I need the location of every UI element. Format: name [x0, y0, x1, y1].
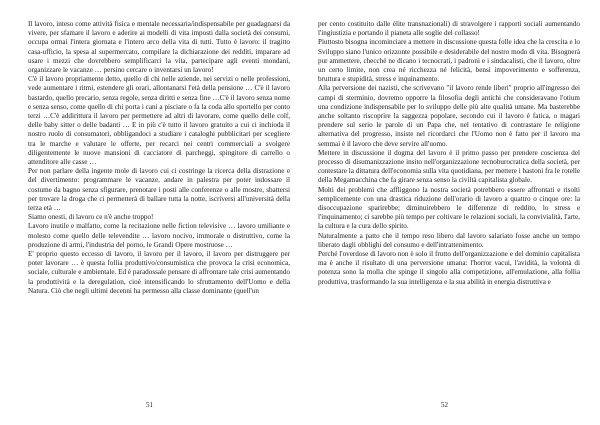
paragraph: per cento costituito dalle élite transnazionali) di stravolgere i rapporti sociali aumentando l'ingiustizia e portando il pianeta alle soglie del collasso!	[318, 20, 580, 38]
page-number-right: 52	[441, 401, 448, 409]
paragraph: Naturalmente a patto che il tempo reso libero dal lavoro salariato fosse anche un tempo liberato dagli obblighi del consumo e dell'intrattenimento.	[318, 231, 580, 249]
paragraph: Per non parlare della ingente mole di lavoro cui ci costringe la ricerca della distrazione e del divertimento: programmare le vacanze, andare in palestra per poter indossare il costume da bagno senza sfigurare, prenotare i posti alle conferenze o alle mostre, sbattersi per trovare la droga che ci permetterà di ballare tutta la notte, iscriversi all'università della terza età …	[28, 167, 290, 213]
paragraph: Siamo onesti, di lavoro ce n'è anche troppo!	[28, 213, 154, 222]
paragraph: Molti dei problemi che affliggono la nostra società potrebbero essere affrontati e risolti semplicemente con una drastica riduzione dell'orario di lavoro a quattro o cinque ore: la disoccupazione sparirebbe; diminuirebbero le differenze di reddito, lo stress e l'inquinamento; ci sarebbe più tempo per coltivare le relazioni sociali, la convivialità, l'arte, la cultura e la cura dello spirito.	[318, 185, 580, 231]
paragraph: Alla perversione dei nazisti, che scrivevano "il lavoro rende liberi" proprio all'ingresso dei campi di sterminio, dovremo opporre la filosofia degli antichi che consideravano l'otium una condizione indispensabile per lo sviluppo delle più alte qualità umane. Ma basterebbe anche soltanto riscoprire la saggezza popolare, secondo cui il lavoro è fatica, o magari prendere sul serio le parole di un Papa che, nel tentativo di contrastare le religione alternativa del progresso, insiste nel ricordarci che l'Uomo non è fatto per il lavoro ma semmai è il lavoro che deve servire all'uomo.	[318, 84, 580, 148]
left-page-text	[28, 20, 290, 296]
paragraph: Perché l'overdose di lavoro non è solo il frutto dell'organizzazione e del dominio capitalista ma è anche il risultato di una perversione umana: l'horror vacui, l'avidità, la volontà di potenza sono la molla che spinge il singolo alla competizione, all'emulazione, alla follia produttiva, trasformando la sua intelligenza e la sua abilità in energia distruttiva e	[318, 250, 580, 286]
page-number-left: 51	[146, 401, 153, 409]
paragraph: Piuttosto bisogna incominciare a mettere in discussione questa folle idea che la crescita e lo Sviluppo siano l'unico orizzonte possibile e desiderabile del nostro modo di vita. Bisognerà pur ammettere, checché ne dicano i tecnocrati, i padroni e i sindacalisti, che il lavoro, oltre un certo limite, non crea né ricchezza né felicità, bensì impoverimento e sofferenza, bruttura e stupidità, stress e inquinamento.	[318, 38, 580, 84]
paragraph: E' proprio questo eccesso di lavoro, il lavoro per il lavoro, il lavoro per distruggere per poter lavorare … è questa follia produttivo/consumistica che provoca la crisi economica, sociale, culturale e ambientale. Ed è paradossale pensare di affrontare tale crisi aumentando la produttività e la deregulation, cioè intensificando lo sfruttamento dell'Uomo e della Natura. Ciò che negli ultimi decenni ha permesso alla classe dominante (quell'un	[28, 250, 290, 295]
paragraph: C'è il lavoro propriamente detto, quello di chi nelle aziende, nei servizi o nelle professioni, vede aumentare i ritmi, estendere gli orari, allontanarsi l'età della pensione … C'è il lavoro bastardo, quello precario, senza regole, senza diritti e senza fine …C'è il lavoro senza nome e senza senso, come quello di chi porta i cani a pisciare o fa la coda allo sportello per conto terzi …C'è addirittura il lavoro per permettere ad altri di lavorare, come quello delle colf, delle baby sitter o delle badanti … E in più c'è tutto il lavoro gratuito a cui ci inchioda il nostro ruolo di consumatori, obbligandoci a studiare i cataloghi pubblicitari per scegliere tra le marche e valutare le offerte, per recarci nei centri commerciali a svolgere diligentemente le nuove mansioni di cacciatore di parcheggi, spingitore di carrello o attenditore alle casse …	[28, 75, 290, 167]
right-page-text	[318, 20, 580, 287]
paragraph: Il lavoro, inteso come attività fisica e mentale necessaria/indispensabile per guadagnarsi da vivere, per sfamare il lavoro e aderire ai modelli di vita imposti dalla società dei consumi, occupa ormai l'intera giornata e l'intero arco della vita di tutti. Tutto è lavoro: il tragitto casa-ufficio, la spesa al supermercato, compilare la dichiarazione dei redditi, imparare ad usare i mezzi che dovrebbero semplificarci la vita, partecipare agli eventi mondani, organizzare le vacanze … persino cercare o inventarsi un lavoro!	[28, 20, 290, 75]
paragraph: Mettere in discussione il dogma del lavoro è il primo passo per prendere coscienza del processo di disumanizzazione insito nell'organizzazione tecnoburocratica della società, per contestare la dittatura dell'economia sulla vita quotidiana, per mettere i bastoni fra le rotelle della Megamacchina che fa girare senza senso la civiltà capitalista globale.	[318, 148, 580, 185]
paragraph: Lavoro inutile e malfatto, come la recitazione nelle fiction televisive … lavoro umiliante e molesto come quello delle televendite … lavoro nocivo, immorale o distruttivo, come la produzione di armi, l'industria del porno, le Grandi Opere mostruose …	[28, 222, 290, 249]
right-page	[318, 20, 580, 287]
left-page	[28, 20, 290, 296]
